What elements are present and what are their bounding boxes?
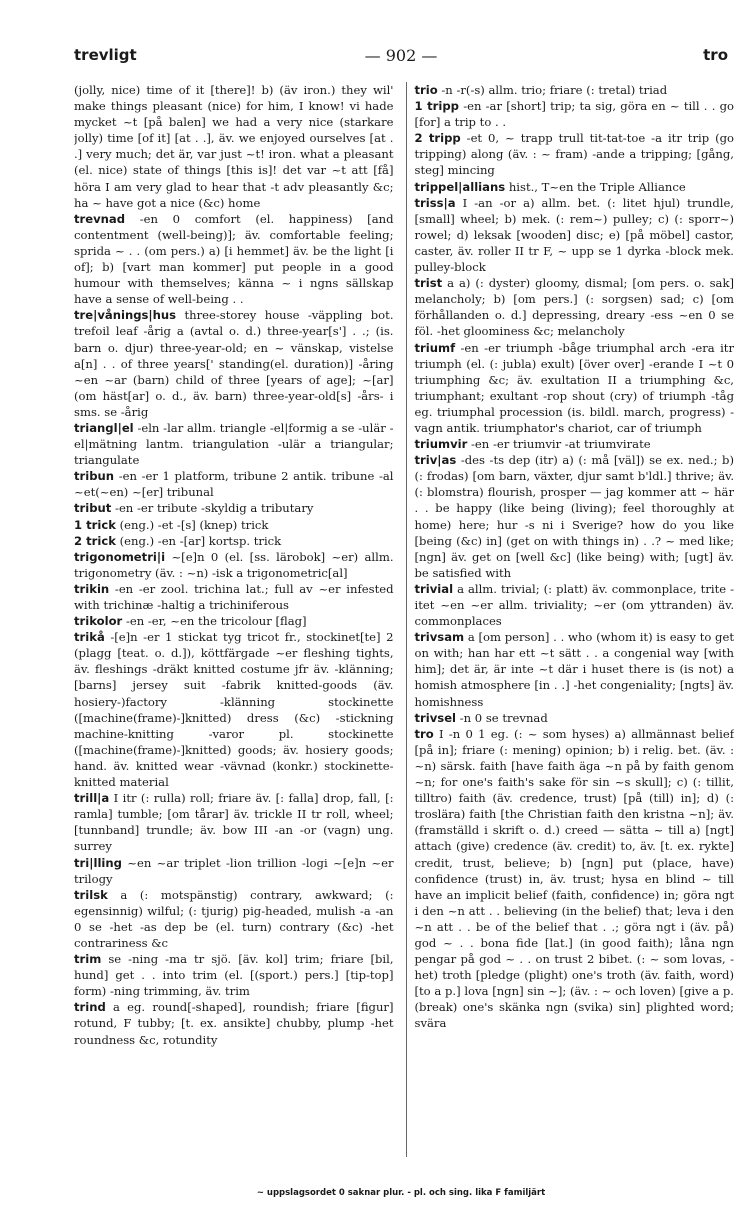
entry-headword: trikolor bbox=[74, 614, 123, 629]
entry-definition: a allm. trivial; (: platt) äv. commonplace, trite -itet ~en ~er allm. triviality; ~er (om yttranden) äv. commonplaces bbox=[414, 581, 734, 629]
entry-headword: trikå bbox=[74, 630, 105, 645]
entry-definition: -des -ts dep (itr) a) (: må [väl]) se ex. ned.; b) (: frodas) [om barn, växter, djur samt b'ldl.] thrive; äv. (: blomstra) flourish, prosper — jag kommer att ~ här . . be happy (like being (living); feel thoroughly at home) here; hur -s ni i Sverige? how do you like [being (&c) in] (get on with things in) . .? ~ med like; [ngn] äv. get on [well &c] (like being) with; [ugt] äv. be satisfied with bbox=[414, 453, 734, 580]
entry-definition: -en -ar [short] trip; ta sig, göra en ~ till . . go [for] a trip to . . bbox=[414, 99, 734, 130]
entry-definition: a (: motspänstig) contrary, awkward; (: egensinnig) wilful; (: tjurig) pig-headed, mulish -a -an 0 se -het -as dep be (el. turn) contrary (&c) -het contrariness &c bbox=[74, 887, 394, 950]
dictionary-entry bbox=[74, 581, 394, 613]
entry-definition: ~[e]n 0 (el. [ss. lärobok] ~er) allm. trigonometry (äv. : ~n) -isk a trigonometric[al] bbox=[74, 549, 394, 580]
entry-headword: trivial bbox=[414, 581, 454, 596]
entry-definition: -[e]n -er 1 stickat tyg tricot fr., stockinet[te] 2 (plagg [teat. o. d.]), köttfärgade ~er fleshing tights, äv. fleshings -dräkt knitted costume jfr äv. -klänning; [barns] jersey suit -fabrik knitted-goods (äv. hosiery-)factory -klänning stockinette ([machine(frame)-]knitted) dress (&c) -stickning machine-knitting -varor pl. stockinette ([machine(frame)-]knitted) goods; äv. hosiery goods; hand. äv. knitted wear -vävnad (konkr.) stockinette-knitted material bbox=[74, 630, 394, 790]
entry-definition: three-storey house -väppling bot. trefoil leaf -årig a (avtal o. d.) three-year[s'] . .; (is. barn o. djur) three-year-old; en ~ vänskap, vistelse a[n] . . of three years[' standing(el. duration)] -åring ~en ~ar (barn) child of three [years of age]; ~[ar] (om häst[ar] o. d., äv. barn) three-year-old[s] -års- i sms. se -årig bbox=[74, 308, 394, 419]
entry-definition: se -ning -ma tr sjö. [äv. kol] trim; friare [bil, hund] get . . into trim (el. [(sport.) pers.] [tip-top] form) -ning trimming, äv. trim bbox=[74, 952, 394, 999]
entry-headword: trivsel bbox=[414, 710, 457, 725]
dictionary-entry bbox=[74, 500, 394, 516]
entry-definition: -en 0 comfort (el. happiness) [and contentment (well-being)]; äv. comfortable feeling; sprida ~ . . (om pers.) a) [i hemmet] äv. be the light [i of]; b) [vart man kommer] put people in a good humour with themselves; känna ~ i ngns sällskap have a sense of well-being . . bbox=[74, 211, 394, 307]
dictionary-entry bbox=[74, 420, 394, 468]
dictionary-entry bbox=[415, 98, 735, 130]
entry-definition: -en -er triumvir -at triumvirate bbox=[471, 437, 651, 452]
entry-headword: trilsk bbox=[74, 887, 108, 902]
dictionary-entry bbox=[74, 211, 394, 308]
dictionary-entry bbox=[74, 951, 394, 999]
dictionary-columns bbox=[74, 82, 734, 1157]
dictionary-entry bbox=[74, 855, 394, 887]
entry-headword: trikin bbox=[74, 581, 110, 596]
entry-headword: tribut bbox=[74, 501, 112, 516]
entry-definition: -en -er, ~en the tricolour [flag] bbox=[125, 614, 307, 629]
entry-definition: -en -er triumph -båge triumphal arch -era itr triumph (el. (: jubla) exult) [över over] -erande I ~t 0 triumphing &c; äv. exultation II a triumphing &c, triumphant; exultant -rop shout (cry) of triumph -tåg eg. triumphal procession (is. bildl. march, progress) -vagn antik. triumphator's chariot, car of triumph bbox=[414, 340, 734, 435]
entry-definition: -n -r(-s) allm. trio; friare (: tretal) triad bbox=[441, 83, 668, 97]
dictionary-entry bbox=[74, 999, 394, 1047]
dictionary-entry bbox=[415, 726, 735, 1032]
entry-definition: -en -er 1 platform, tribune 2 antik. tribune -al ~et(~en) ~[er] tribunal bbox=[74, 469, 394, 500]
dictionary-entry bbox=[74, 533, 394, 549]
entry-definition: -en -er tribute -skyldig a tributary bbox=[115, 501, 314, 516]
entry-definition: a eg. round[-shaped], roundish; friare [figur] rotund, F tubby; [t. ex. ansikte] chubby, plump -het roundness &c, rotundity bbox=[74, 1000, 394, 1047]
entry-headword: triumf bbox=[414, 340, 456, 355]
dictionary-entry bbox=[74, 82, 394, 211]
entry-definition: -eln -lar allm. triangle -el|formig a se -ulär -el|mätning lantm. triangulation -ulär a triangular; triangulate bbox=[74, 420, 394, 468]
entry-headword: triss|a bbox=[414, 195, 456, 210]
dictionary-entry bbox=[74, 307, 394, 420]
entry-definition: I -an -or a) allm. bet. (: litet hjul) trundle, [small] wheel; b) mek. (: rem~) pulley; c) (: sporr~) rowel; d) leksak [wooden] disc; e) [på möbel] castor, caster, äv. roller II tr F, ~ upp se 1 dyrka -block mek. pulley-block bbox=[414, 195, 734, 275]
entry-headword: triv|as bbox=[414, 453, 457, 468]
entry-headword: trill|a bbox=[74, 791, 110, 806]
dictionary-entry bbox=[74, 613, 394, 629]
dictionary-entry bbox=[415, 581, 735, 629]
entry-headword: trim bbox=[74, 952, 102, 967]
entry-definition: a [om person] . . who (whom it) is easy to get on with; han har ett ~t sätt . . a congenial way [with him]; det är, är inte ~t där i huset there is (is not) a homish atmosphere [in . .] -het congeniality; [ngts] äv. homishness bbox=[414, 630, 734, 709]
dictionary-entry bbox=[415, 710, 735, 726]
entry-definition: ~en ~ar triplet -lion trillion -logi ~[e]n ~er trilogy bbox=[74, 855, 394, 886]
dictionary-entry bbox=[415, 179, 735, 195]
dictionary-entry bbox=[74, 549, 394, 581]
entry-headword: triangl|el bbox=[74, 420, 134, 435]
entry-definition: a a) (: dyster) gloomy, dismal; [om pers. o. sak] melancholy; b) [om pers.] (: sorgsen) sad; c) [om förhållanden o. d.] depressing, dreary -ess ~en 0 se föl. -het gloominess &c; melancholy bbox=[414, 276, 734, 339]
dictionary-entry bbox=[415, 82, 735, 98]
entry-headword: 1 tripp bbox=[414, 99, 459, 114]
entry-definition: I -n 0 1 eg. (: ~ som hyses) a) allmännast belief [på in]; friare (: mening) opinion; b) i relig. bet. (äv. : ~n) särsk. faith [have faith äga ~n på by faith genom ~n; for one's faith's sake för sin ~s skull]; c) (: tillit, tilltro) faith (äv. credence, trust) [på (till) in]; d) (: troslära) faith [the Christian faith den kristna ~n]; äv. (framställd i skrift o. d.) creed — sätta ~ till a) [ngt] attach (give) credence (äv. credit) to, äv. [t. ex. rykte] credit, trust, believe; b) [ngn] put (place, have) confidence (trust) in, äv. trust; hysa en blind ~ till have an implicit belief (faith, confidence) in; göra ngt i den ~n att . . believing (in the belief) that; leva i den ~n att . . be of the belief that . .; göra ngt i (äv. på) god ~ . . bona fide [lat.] (in good faith); låna ngn pengar på god ~ . . on trust 2 bibet. (: ~ som lovas, -het) troth [pledge (plight) one's troth (äv. faith, word) [to a p.] lova [ngn] sin ~]; (äv. : ~ och loven) [give a p. (break) one's skänka ngn (svika) sin] plighted word; svära bbox=[414, 726, 734, 1031]
entry-definition: (eng.) -en -[ar] kortsp. trick bbox=[119, 533, 282, 548]
dictionary-entry bbox=[74, 790, 394, 854]
entry-headword: trivsam bbox=[414, 630, 465, 645]
entry-headword: trevnad bbox=[74, 211, 126, 226]
entry-definition: -et 0, ~ trapp trull tit-tat-toe -a itr trip (go tripping) along (äv. : ~ fram) -ande a tripping; [gång, steg] mincing bbox=[414, 131, 734, 178]
dictionary-entry bbox=[415, 275, 735, 339]
dictionary-entry bbox=[74, 629, 394, 790]
entry-definition: -n 0 se trevnad bbox=[459, 710, 548, 725]
dictionary-entry bbox=[415, 195, 735, 275]
entry-definition: (eng.) -et -[s] (knep) trick bbox=[119, 517, 269, 532]
entry-headword: 2 tripp bbox=[414, 131, 461, 146]
entry-definition: (jolly, nice) time of it [there]! b) (äv iron.) they wil' make things pleasant (nice) for him, I know! vi hade mycket ~t [på balen] we had a very nice (starkare jolly) time [of it] [at . .], äv. we enjoyed ourselves [at . .] very much; det är, var just ~t! iron. what a pleasant (el. nice) state of things [this is]! det var ~t att [få] höra I am very glad to hear that -t adv pleasantly &c; ha ~ have got a nice (&c) home bbox=[74, 83, 394, 210]
left-guide-word: trevligt bbox=[74, 46, 137, 64]
right-guide-word: tro bbox=[703, 46, 728, 64]
entry-headword: trippel|allians bbox=[414, 179, 506, 194]
entry-headword: trio bbox=[414, 83, 438, 97]
dictionary-entry bbox=[74, 517, 394, 533]
entry-headword: trist bbox=[414, 276, 443, 291]
abbreviation-legend: ~ uppslagsordet 0 saknar plur. - pl. och sing. lika F familjärt bbox=[256, 1188, 546, 1198]
dictionary-entry bbox=[415, 629, 735, 709]
entry-definition: hist., T~en the Triple Alliance bbox=[508, 179, 686, 194]
dictionary-entry bbox=[74, 887, 394, 951]
dictionary-entry bbox=[415, 130, 735, 178]
right-column bbox=[406, 82, 735, 1157]
dictionary-entry bbox=[74, 468, 394, 500]
dictionary-entry bbox=[415, 452, 735, 581]
entry-headword: trind bbox=[74, 1000, 106, 1015]
entry-headword: trigonometri|i bbox=[74, 549, 166, 564]
entry-headword: 2 trick bbox=[74, 533, 116, 548]
entry-headword: tre|vånings|hus bbox=[74, 308, 177, 323]
page-number: — 902 — bbox=[364, 46, 438, 65]
entry-headword: 1 trick bbox=[74, 517, 116, 532]
entry-definition: I itr (: rulla) roll; friare äv. [: falla] drop, fall, [: ramla] tumble; [om tårar] äv. trickle II tr roll, wheel; [tunnband] trundle; äv. bow III -an -or (vagn) ung. surrey bbox=[74, 791, 394, 854]
page-header bbox=[74, 46, 728, 74]
entry-definition: -en -er zool. trichina lat.; full av ~er infested with trichinæ -haltig a trichiniferous bbox=[74, 581, 394, 612]
entry-headword: tro bbox=[414, 726, 434, 741]
entry-headword: triumvir bbox=[414, 437, 468, 452]
entry-headword: tri|lling bbox=[74, 855, 122, 870]
entry-headword: tribun bbox=[74, 469, 115, 484]
left-column bbox=[74, 82, 394, 1157]
dictionary-entry bbox=[415, 436, 735, 452]
dictionary-entry bbox=[415, 340, 735, 437]
